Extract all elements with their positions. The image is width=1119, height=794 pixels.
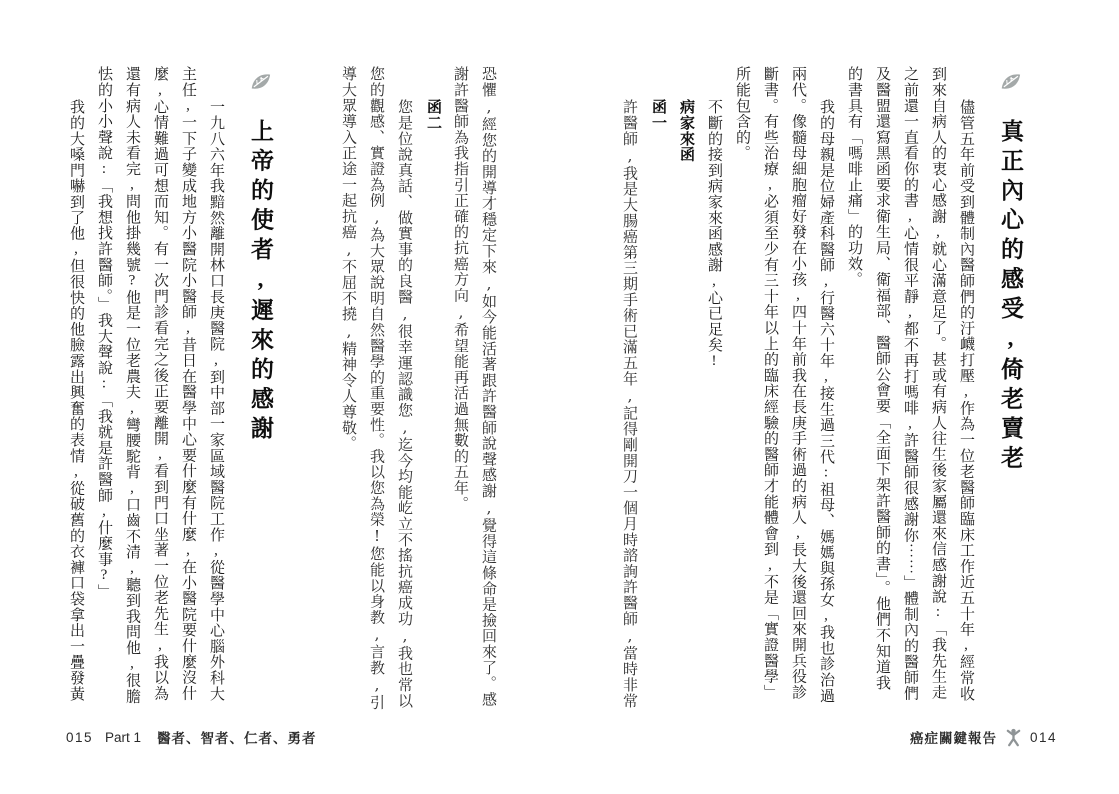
body-column: 到來自病人的衷心感謝,就心滿意足了。甚或有病人往生後家屬還來信感謝說:「我先生走 — [930, 66, 946, 700]
subheading-letter-2: 函二 — [425, 99, 441, 131]
body-column: 怯的小小聲說:「我想找許醫師。」我大聲說:「我就是許醫師,什麼事?」 — [96, 66, 112, 600]
body-column: 所能包含的。 — [734, 66, 750, 161]
letter-column: 謝許醫師為我指引正確的抗癌方向,希望能再活過無數的五年。 — [452, 66, 470, 512]
leaf-icon — [999, 69, 1022, 93]
part-label: Part 1 — [105, 729, 142, 745]
page-number-left: 015 — [66, 729, 94, 745]
chapter-title: 上帝的使者,遲來的感謝 — [248, 118, 273, 446]
body-column: 我的大嗓門嚇到了他,但很快的他臉露出興奮的表情,從破舊的衣褲口袋拿出一疊發黃 — [68, 99, 84, 702]
body-column: 兩代。像髓母細胞瘤好發在小孩,四十年前我在長庚手術過的病人,長大後還回來開兵役診 — [790, 66, 806, 700]
leaf-icon — [249, 69, 272, 93]
body-column: 不斷的接到病家來函感謝,心已足矣! — [706, 99, 722, 370]
body-column: 還有病人未看完,問他掛幾號?他是一位老農夫,彎腰駝背,口齒不清,聽到我問他,很膽 — [124, 66, 140, 704]
section-title: 醫者、智者、仁者、勇者 — [157, 731, 317, 746]
body-column: 之前還一直看你的書,心情很平靜,都不再打嗎啡,許醫師很感謝你⋯⋯」體制內的醫師們 — [902, 66, 918, 701]
chapter-title-column-right — [993, 66, 1027, 712]
subheading-letter-1: 函一 — [650, 99, 666, 131]
page-right — [616, 66, 1027, 712]
body-column: 的書具有「嗎啡止痛」的功效。 — [846, 66, 862, 288]
letter-column: 恐懼,經您的開導才穩定下來,如今能活著跟許醫師說聲感謝,覺得這條命是撿回來了。感 — [480, 66, 498, 707]
subheading-letters: 病家來函 — [678, 99, 694, 163]
footer-left — [66, 727, 317, 747]
letter-column: 您的觀感、實證為例,為大眾說明自然醫學的重要性。我以您為榮!您能以身教,言教,引 — [368, 66, 386, 710]
body-column: 斷書。有些治療,必須至少有三十年以上的臨床經驗的醫師才能體會到,不是「實證醫學」 — [762, 66, 778, 700]
letter-column: 您是位說真話、做實事的良醫,很幸運認識您,迄今均能屹立不搖抗癌成功,我也常以 — [396, 99, 414, 709]
body-column: 儘管五年前受到體制內醫師們的汙衊打壓,作為一位老醫師臨床工作近五十年,經常收 — [958, 99, 974, 702]
body-column: 一九八六年我黯然離開林口長庚醫院,到中部一家區域醫院工作,從醫學中心腦外科大 — [208, 99, 224, 702]
letter-column: 導大眾導入正途一起抗癌,不屈不撓,精神令人尊敬。 — [340, 66, 358, 452]
footer-right — [910, 727, 1057, 747]
book-title: 癌症關鍵報告 — [909, 731, 997, 746]
body-column: 我的母親是位婦產科醫師,行醫六十年,接生過三代:祖母、媽媽與孫女,我也診治過 — [818, 99, 834, 704]
body-column: 及醫盟還寫黑函要求衛生局、衛福部、醫師公會要「全面下架許醫師的書」。他們不知道我 — [874, 66, 890, 691]
body-column: 麼,心情難過可想而知。有一次門診看完之後正要離開,看到門口坐著一位老先生,我以為 — [152, 66, 168, 701]
page-number-right: 014 — [1029, 729, 1057, 745]
chapter-title-column-left — [243, 66, 277, 712]
page-left — [62, 66, 503, 712]
person-icon — [1005, 728, 1022, 747]
body-column: 主任,一下子變成地方小醫院小醫師,昔日在醫學中心要什麼有什麼,在小醫院要什麼沒什 — [180, 66, 196, 701]
letter-column: 許醫師,我是大腸癌第三期手術已滿五年,記得剛開刀一個月時諮詢許醫師,當時非常 — [621, 99, 639, 709]
chapter-title: 真正內心的感受,倚老賣老 — [998, 118, 1023, 475]
